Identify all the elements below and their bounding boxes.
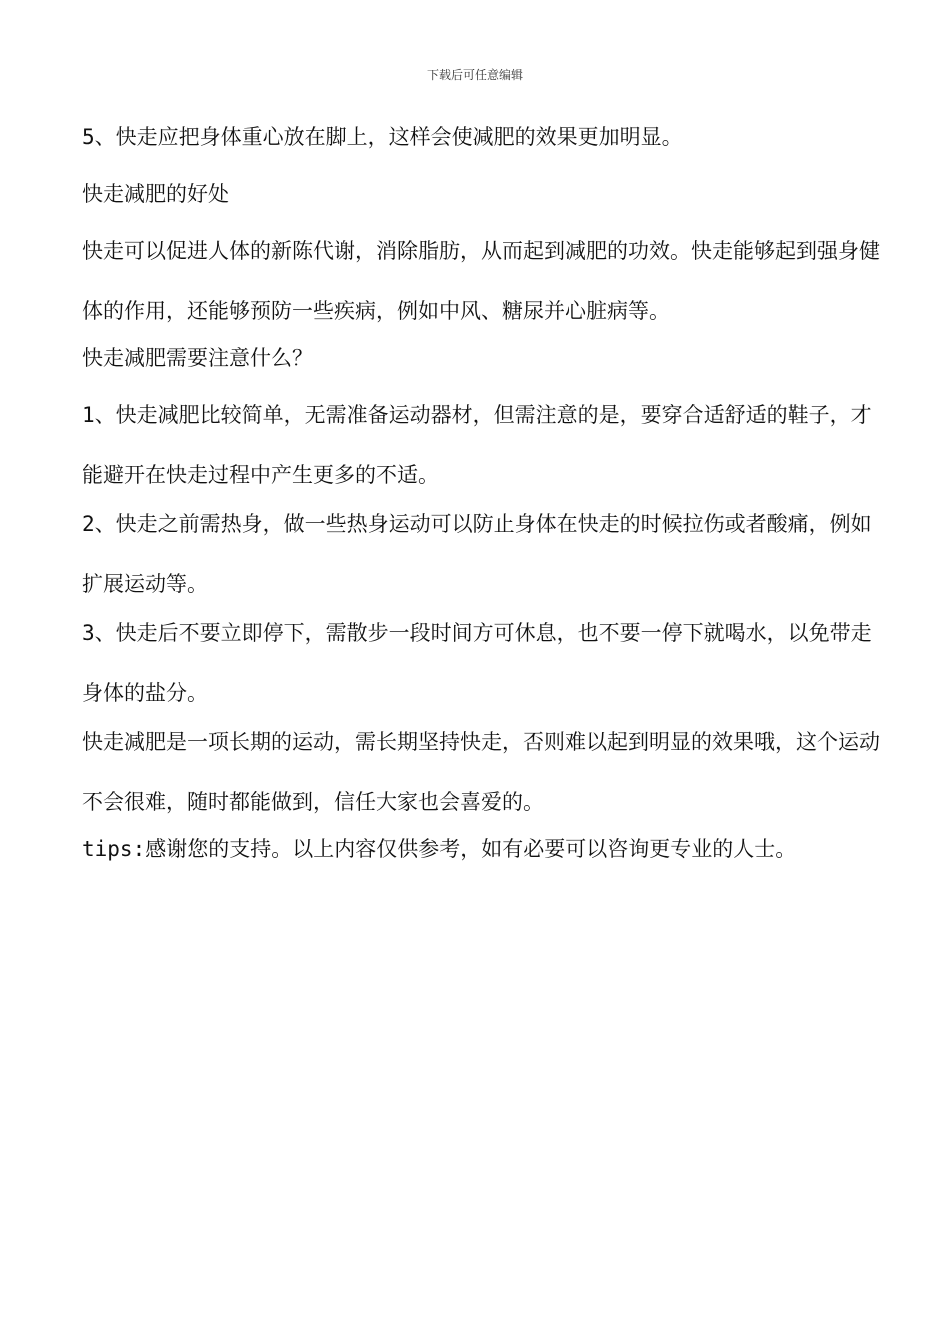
paragraph-tips: tips:感谢您的支持。以上内容仅供参考，如有必要可以咨询更专业的人士。 xyxy=(82,837,797,861)
heading-benefits: 快走减肥的好处 xyxy=(82,182,229,206)
heading-precautions: 快走减肥需要注意什么？ xyxy=(82,346,313,370)
page-header: 下载后可任意编辑 xyxy=(426,68,523,82)
paragraph-benefits: 快走可以促进人体的新陈代谢，消除脂肪，从而起到减肥的功效。快走能够起到强身健体的作用，还能够预防一些疾病，例如中风、糖尿并心脏病等。 xyxy=(82,239,880,323)
paragraph-precaution-1: 1、快走减肥比较简单，无需准备运动器材，但需注意的是，要穿合适舒适的鞋子，才能避开在快走过程中产生更多的不适。 xyxy=(82,403,872,487)
paragraph-step-5: 5、快走应把身体重心放在脚上，这样会使减肥的效果更加明显。 xyxy=(82,125,683,149)
paragraph-conclusion: 快走减肥是一项长期的运动，需长期坚持快走，否则难以起到明显的效果哦，这个运动不会很难，随时都能做到，信任大家也会喜爱的。 xyxy=(82,730,880,814)
document-body xyxy=(82,118,882,887)
paragraph-precaution-3: 3、快走后不要立即停下，需散步一段时间方可休息，也不要一停下就喝水，以免带走身体的盐分。 xyxy=(82,621,872,705)
paragraph-precaution-2: 2、快走之前需热身，做一些热身运动可以防止身体在快走的时候拉伤或者酸痛，例如扩展运动等。 xyxy=(82,512,872,596)
